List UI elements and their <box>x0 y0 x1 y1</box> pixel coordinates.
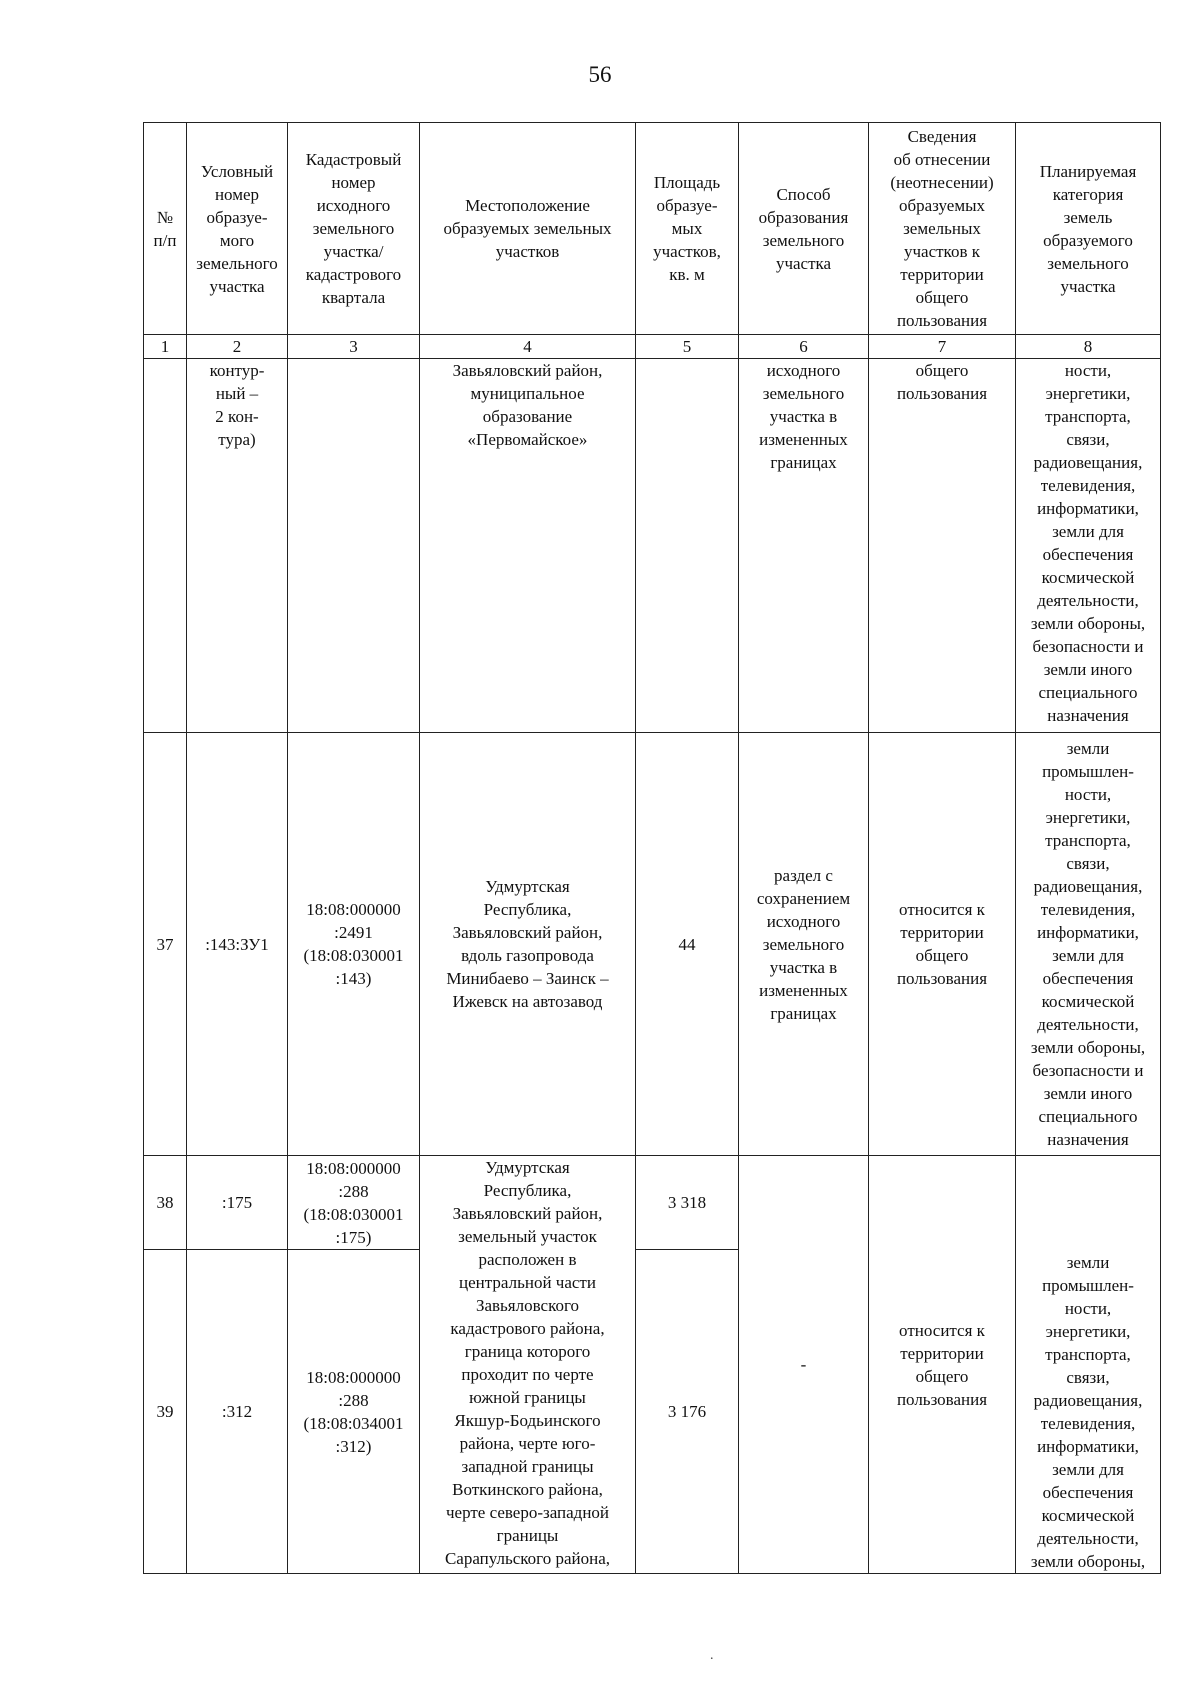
row-number-cell: 38 <box>144 1156 187 1250</box>
row-number-cell: 37 <box>144 733 187 1156</box>
land-category-cell: земли промышлен- ности, энергетики, транспорта, связи, радиовещания, телевидения, информатики, земли для обеспечения космической деятельности, земли обороны, <box>1016 1156 1161 1574</box>
header-cadastral-number: Кадастровый номер исходного земельного участка/ кадастрового квартала <box>288 123 420 335</box>
column-number: 1 <box>144 335 187 359</box>
conditional-number-cell: :143:ЗУ1 <box>187 733 288 1156</box>
area-cell: 44 <box>636 733 739 1156</box>
header-location: Местоположение образуемых земельных участков <box>420 123 636 335</box>
header-conditional-number: Условный номер образуе- мого земельного участка <box>187 123 288 335</box>
table-row-38 <box>144 1156 1161 1250</box>
column-number: 7 <box>869 335 1016 359</box>
column-number: 4 <box>420 335 636 359</box>
column-number: 3 <box>288 335 420 359</box>
header-area: Площадь образуе- мых участков, кв. м <box>636 123 739 335</box>
row-number-cell <box>144 359 187 733</box>
column-number: 6 <box>739 335 869 359</box>
table-row-continuation <box>144 359 1161 733</box>
header-land-category: Планируемая категория земель образуемого земельного участка <box>1016 123 1161 335</box>
area-cell: 3 318 <box>636 1156 739 1250</box>
column-number: 8 <box>1016 335 1161 359</box>
column-number: 5 <box>636 335 739 359</box>
public-use-info-cell: общего пользования <box>869 359 1016 733</box>
header-public-use-info: Сведения об отнесении (неотнесении) образуемых земельных участков к территории общего пользования <box>869 123 1016 335</box>
header-number: № п/п <box>144 123 187 335</box>
conditional-number-cell: :312 <box>187 1250 288 1574</box>
public-use-info-cell: относится к территории общего пользования <box>869 1156 1016 1574</box>
public-use-info-cell: относится к территории общего пользования <box>869 733 1016 1156</box>
location-cell: Удмуртская Республика, Завьяловский район, земельный участок расположен в центральной части Завьяловского кадастрового района, граница которого проходит по черте южной границы Якшур-Бодьинского района, черте юго- западной границы Воткинского района, черте северо-западной границы Сарапульского района, <box>420 1156 636 1574</box>
header-formation-method: Способ образования земельного участка <box>739 123 869 335</box>
cadastral-number-cell: 18:08:000000 :2491 (18:08:030001 :143) <box>288 733 420 1156</box>
land-category-cell: ности, энергетики, транспорта, связи, радиовещания, телевидения, информатики, земли для обеспечения космической деятельности, земли обороны, безопасности и земли иного специального назначения <box>1016 359 1161 733</box>
column-number: 2 <box>187 335 288 359</box>
conditional-number-cell: :175 <box>187 1156 288 1250</box>
formation-method-cell: раздел с сохранением исходного земельного участка в измененных границах <box>739 733 869 1156</box>
location-cell: Завьяловский район, муниципальное образование «Первомайское» <box>420 359 636 733</box>
location-cell: Удмуртская Республика, Завьяловский район, вдоль газопровода Минибаево – Заинск – Ижевск на автозавод <box>420 733 636 1156</box>
cadastral-number-cell: 18:08:000000 :288 (18:08:030001 :175) <box>288 1156 420 1250</box>
area-cell: 3 176 <box>636 1250 739 1574</box>
land-plots-table <box>143 122 1161 1574</box>
row-number-cell: 39 <box>144 1250 187 1574</box>
formation-method-cell: - <box>739 1156 869 1574</box>
stray-mark: . <box>710 1648 714 1663</box>
page-number: 56 <box>588 62 612 87</box>
column-number-row <box>144 335 1161 359</box>
cadastral-number-cell: 18:08:000000 :288 (18:08:034001 :312) <box>288 1250 420 1574</box>
conditional-number-cell: контур- ный – 2 кон- тура) <box>187 359 288 733</box>
land-category-cell: земли промышлен- ности, энергетики, транспорта, связи, радиовещания, телевидения, информатики, земли для обеспечения космической деятельности, земли обороны, безопасности и земли иного специального назначения <box>1016 733 1161 1156</box>
cadastral-number-cell <box>288 359 420 733</box>
table-row-37 <box>144 733 1161 1156</box>
table-header-row <box>144 123 1161 335</box>
area-cell <box>636 359 739 733</box>
formation-method-cell: исходного земельного участка в измененных границах <box>739 359 869 733</box>
